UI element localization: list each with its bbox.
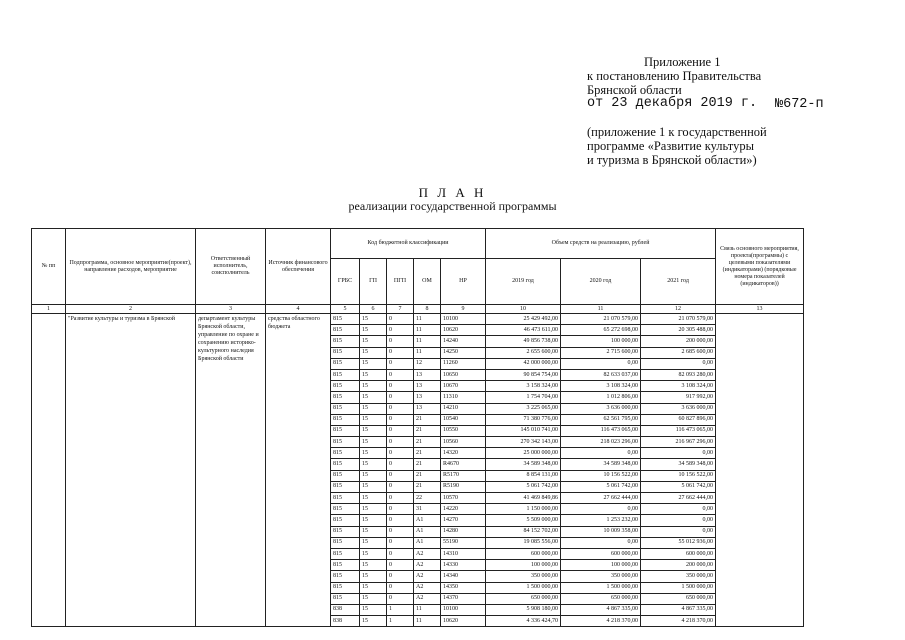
col-header-gp: ГП xyxy=(360,259,387,305)
amount-2021-cell: 0,00 xyxy=(641,526,716,537)
column-number: 7 xyxy=(387,305,414,314)
pgp-cell: 0 xyxy=(387,314,414,325)
pgp-cell: 0 xyxy=(387,515,414,526)
gp-cell: 15 xyxy=(360,515,387,526)
amount-2021-cell: 10 156 522,00 xyxy=(641,470,716,481)
nr-cell: 10620 xyxy=(441,325,486,336)
gp-cell: 15 xyxy=(360,537,387,548)
om-cell: 21 xyxy=(414,481,441,492)
amount-2019-cell: 2 655 600,00 xyxy=(486,347,561,358)
amount-2020-cell: 650 000,00 xyxy=(561,593,641,604)
nr-cell: 10620 xyxy=(441,616,486,627)
om-cell: 11 xyxy=(414,347,441,358)
gp-cell: 15 xyxy=(360,571,387,582)
grbs-cell: 815 xyxy=(331,448,360,459)
amount-2020-cell: 350 000,00 xyxy=(561,571,641,582)
om-cell: 21 xyxy=(414,470,441,481)
amount-2021-cell: 216 967 296,00 xyxy=(641,437,716,448)
col-header-source: Источник финансового обеспечения xyxy=(266,229,331,305)
pgp-cell: 0 xyxy=(387,358,414,369)
grbs-cell: 838 xyxy=(331,616,360,627)
om-cell: 11 xyxy=(414,314,441,325)
amount-2021-cell: 60 827 896,00 xyxy=(641,414,716,425)
pgp-cell: 0 xyxy=(387,403,414,414)
gp-cell: 15 xyxy=(360,493,387,504)
grbs-cell: 815 xyxy=(331,515,360,526)
grbs-cell: 815 xyxy=(331,504,360,515)
nr-cell: 10550 xyxy=(441,425,486,436)
link-cell xyxy=(716,314,804,627)
amount-2020-cell: 10 009 358,00 xyxy=(561,526,641,537)
grbs-cell: 815 xyxy=(331,414,360,425)
amount-2020-cell: 2 715 600,00 xyxy=(561,347,641,358)
amount-2021-cell: 4 218 370,00 xyxy=(641,616,716,627)
amount-2021-cell: 3 108 324,00 xyxy=(641,381,716,392)
column-number: 5 xyxy=(331,305,360,314)
amount-2021-cell: 917 992,00 xyxy=(641,392,716,403)
gp-cell: 15 xyxy=(360,604,387,615)
gp-cell: 15 xyxy=(360,481,387,492)
page-subtitle: реализации государственной программы xyxy=(348,199,557,213)
om-cell: 13 xyxy=(414,392,441,403)
amount-2020-cell: 0,00 xyxy=(561,448,641,459)
pgp-cell: 0 xyxy=(387,504,414,515)
column-number: 12 xyxy=(641,305,716,314)
nr-cell: 14310 xyxy=(441,548,486,559)
amount-2019-cell: 600 000,00 xyxy=(486,548,561,559)
nr-cell: R4670 xyxy=(441,459,486,470)
gp-cell: 15 xyxy=(360,470,387,481)
nr-cell: 14330 xyxy=(441,560,486,571)
om-cell: 11 xyxy=(414,604,441,615)
amount-2019-cell: 19 085 556,00 xyxy=(486,537,561,548)
amount-2021-cell: 350 000,00 xyxy=(641,571,716,582)
amount-2019-cell: 350 000,00 xyxy=(486,571,561,582)
gp-cell: 15 xyxy=(360,414,387,425)
pgp-cell: 0 xyxy=(387,392,414,403)
nr-cell: 10100 xyxy=(441,604,486,615)
amount-2019-cell: 8 854 131,00 xyxy=(486,470,561,481)
amount-2019-cell: 46 473 611,00 xyxy=(486,325,561,336)
nr-cell: 14210 xyxy=(441,403,486,414)
grbs-cell: 815 xyxy=(331,325,360,336)
amount-2019-cell: 90 854 754,00 xyxy=(486,369,561,380)
om-cell: 21 xyxy=(414,448,441,459)
grbs-cell: 815 xyxy=(331,437,360,448)
amount-2019-cell: 145 010 741,00 xyxy=(486,425,561,436)
sub-header xyxy=(587,125,767,167)
program-cell: "Развитие культуры и туризма в Брянской xyxy=(66,314,196,627)
nr-cell: 14270 xyxy=(441,515,486,526)
amount-2021-cell: 0,00 xyxy=(641,448,716,459)
amount-2021-cell: 20 305 488,00 xyxy=(641,325,716,336)
pgp-cell: 0 xyxy=(387,560,414,571)
amount-2019-cell: 42 000 000,00 xyxy=(486,358,561,369)
appendix-line: Брянской области xyxy=(587,83,682,97)
nr-cell: 14340 xyxy=(441,571,486,582)
pgp-cell: 0 xyxy=(387,548,414,559)
nr-cell: 10570 xyxy=(441,493,486,504)
amount-2020-cell: 21 070 579,00 xyxy=(561,314,641,325)
pgp-cell: 0 xyxy=(387,470,414,481)
pgp-cell: 0 xyxy=(387,347,414,358)
amount-2021-cell: 21 070 579,00 xyxy=(641,314,716,325)
table-row xyxy=(32,314,804,325)
amount-2020-cell: 82 633 037,00 xyxy=(561,369,641,380)
amount-2021-cell: 4 867 335,00 xyxy=(641,604,716,615)
amount-2019-cell: 34 589 348,00 xyxy=(486,459,561,470)
pgp-cell: 0 xyxy=(387,425,414,436)
column-number: 10 xyxy=(486,305,561,314)
nr-cell: 14350 xyxy=(441,582,486,593)
grbs-cell: 815 xyxy=(331,571,360,582)
amount-2019-cell: 25 429 492,00 xyxy=(486,314,561,325)
amount-2021-cell: 55 012 936,00 xyxy=(641,537,716,548)
amount-2020-cell: 0,00 xyxy=(561,537,641,548)
amount-2019-cell: 270 342 143,00 xyxy=(486,437,561,448)
pgp-cell: 0 xyxy=(387,526,414,537)
pgp-cell: 0 xyxy=(387,537,414,548)
nr-cell: 10560 xyxy=(441,437,486,448)
amount-2019-cell: 3 225 065,00 xyxy=(486,403,561,414)
gp-cell: 15 xyxy=(360,314,387,325)
pgp-cell: 1 xyxy=(387,616,414,627)
amount-2019-cell: 71 380 776,00 xyxy=(486,414,561,425)
om-cell: 11 xyxy=(414,336,441,347)
sub-line: (приложение 1 к государственной xyxy=(587,125,767,139)
om-cell: 21 xyxy=(414,437,441,448)
amount-2021-cell: 650 000,00 xyxy=(641,593,716,604)
nr-cell: 14370 xyxy=(441,593,486,604)
gp-cell: 15 xyxy=(360,548,387,559)
column-number: 9 xyxy=(441,305,486,314)
amount-2021-cell: 82 093 280,00 xyxy=(641,369,716,380)
amount-2019-cell: 84 152 702,00 xyxy=(486,526,561,537)
nr-cell: R5190 xyxy=(441,481,486,492)
grbs-cell: 815 xyxy=(331,548,360,559)
column-number: 1 xyxy=(32,305,66,314)
om-cell: 13 xyxy=(414,369,441,380)
nr-cell: R5170 xyxy=(441,470,486,481)
gp-cell: 15 xyxy=(360,459,387,470)
grbs-cell: 815 xyxy=(331,392,360,403)
pgp-cell: 0 xyxy=(387,448,414,459)
col-header-volume: Объем средств на реализацию, рублей xyxy=(486,229,716,259)
sub-line: программе «Развитие культуры xyxy=(587,139,754,153)
om-cell: 13 xyxy=(414,381,441,392)
amount-2020-cell: 34 589 348,00 xyxy=(561,459,641,470)
amount-2019-cell: 49 856 738,00 xyxy=(486,336,561,347)
column-number: 6 xyxy=(360,305,387,314)
pgp-cell: 0 xyxy=(387,571,414,582)
grbs-cell: 815 xyxy=(331,493,360,504)
appendix-title: Приложение 1 xyxy=(644,55,721,69)
nr-cell: 10670 xyxy=(441,381,486,392)
pgp-cell: 0 xyxy=(387,493,414,504)
grbs-cell: 815 xyxy=(331,560,360,571)
gp-cell: 15 xyxy=(360,560,387,571)
grbs-cell: 815 xyxy=(331,459,360,470)
grbs-cell: 838 xyxy=(331,604,360,615)
column-number: 3 xyxy=(196,305,266,314)
executor-cell: департамент культуры Брянской области, управление по охране и сохранению историко-культурного наследия Брянской области xyxy=(196,314,266,627)
amount-2020-cell: 1 012 806,00 xyxy=(561,392,641,403)
pgp-cell: 0 xyxy=(387,582,414,593)
decree-number: №672-п xyxy=(775,97,824,112)
om-cell: 13 xyxy=(414,403,441,414)
grbs-cell: 815 xyxy=(331,470,360,481)
gp-cell: 15 xyxy=(360,582,387,593)
grbs-cell: 815 xyxy=(331,347,360,358)
grbs-cell: 815 xyxy=(331,336,360,347)
plan-table xyxy=(31,228,804,627)
amount-2019-cell: 25 000 000,00 xyxy=(486,448,561,459)
amount-2019-cell: 650 000,00 xyxy=(486,593,561,604)
amount-2020-cell: 3 108 324,00 xyxy=(561,381,641,392)
sub-line: и туризма в Брянской области») xyxy=(587,153,757,167)
col-header-program: Подпрограмма, основное мероприятие(проект), направление расходов, мероприятие xyxy=(66,229,196,305)
amount-2020-cell: 600 000,00 xyxy=(561,548,641,559)
nr-cell: 10540 xyxy=(441,414,486,425)
amount-2020-cell: 3 636 000,00 xyxy=(561,403,641,414)
amount-2020-cell: 116 473 065,00 xyxy=(561,425,641,436)
om-cell: 21 xyxy=(414,414,441,425)
gp-cell: 15 xyxy=(360,369,387,380)
amount-2019-cell: 3 158 324,00 xyxy=(486,381,561,392)
amount-2021-cell: 3 636 000,00 xyxy=(641,403,716,414)
gp-cell: 15 xyxy=(360,526,387,537)
gp-cell: 15 xyxy=(360,347,387,358)
column-number: 4 xyxy=(266,305,331,314)
col-header-no: № пп xyxy=(32,229,66,305)
pgp-cell: 0 xyxy=(387,381,414,392)
amount-2019-cell: 1 754 704,00 xyxy=(486,392,561,403)
amount-2021-cell: 27 662 444,00 xyxy=(641,493,716,504)
nr-cell: 14220 xyxy=(441,504,486,515)
grbs-cell: 815 xyxy=(331,537,360,548)
col-header-2020: 2020 год xyxy=(561,259,641,305)
grbs-cell: 815 xyxy=(331,481,360,492)
pgp-cell: 1 xyxy=(387,604,414,615)
gp-cell: 15 xyxy=(360,392,387,403)
om-cell: 22 xyxy=(414,493,441,504)
pgp-cell: 0 xyxy=(387,459,414,470)
gp-cell: 15 xyxy=(360,593,387,604)
amount-2019-cell: 5 509 000,00 xyxy=(486,515,561,526)
gp-cell: 15 xyxy=(360,425,387,436)
om-cell: A2 xyxy=(414,548,441,559)
page-title: П Л А Н xyxy=(418,185,487,200)
col-header-2021: 2021 год xyxy=(641,259,716,305)
amount-2021-cell: 200 000,00 xyxy=(641,336,716,347)
amount-2020-cell: 27 662 444,00 xyxy=(561,493,641,504)
amount-2019-cell: 1 150 000,00 xyxy=(486,504,561,515)
amount-2021-cell: 600 000,00 xyxy=(641,548,716,559)
amount-2020-cell: 62 561 795,00 xyxy=(561,414,641,425)
gp-cell: 15 xyxy=(360,358,387,369)
pgp-cell: 0 xyxy=(387,336,414,347)
om-cell: 21 xyxy=(414,425,441,436)
nr-cell: 14240 xyxy=(441,336,486,347)
amount-2020-cell: 1 253 232,00 xyxy=(561,515,641,526)
nr-cell: 10100 xyxy=(441,314,486,325)
col-header-link: Связь основного мероприятия, проекта(программы) с целевыми показателями (индикаторами) (порядковые номера показателей (индикаторов)) xyxy=(716,229,804,305)
pgp-cell: 0 xyxy=(387,481,414,492)
amount-2019-cell: 5 061 742,00 xyxy=(486,481,561,492)
grbs-cell: 815 xyxy=(331,381,360,392)
header-block xyxy=(587,55,761,111)
amount-2019-cell: 1 500 000,00 xyxy=(486,582,561,593)
nr-cell: 55190 xyxy=(441,537,486,548)
amount-2021-cell: 34 589 348,00 xyxy=(641,459,716,470)
nr-cell: 14250 xyxy=(441,347,486,358)
amount-2020-cell: 5 061 742,00 xyxy=(561,481,641,492)
grbs-cell: 815 xyxy=(331,358,360,369)
amount-2021-cell: 2 685 600,00 xyxy=(641,347,716,358)
amount-2021-cell: 200 000,00 xyxy=(641,560,716,571)
nr-cell: 14320 xyxy=(441,448,486,459)
col-header-code: Код бюджетной классификации xyxy=(331,229,486,259)
gp-cell: 15 xyxy=(360,616,387,627)
amount-2019-cell: 5 908 180,00 xyxy=(486,604,561,615)
om-cell: 31 xyxy=(414,504,441,515)
col-header-pgp: ПГП xyxy=(387,259,414,305)
gp-cell: 15 xyxy=(360,448,387,459)
amount-2021-cell: 5 061 742,00 xyxy=(641,481,716,492)
column-number-row xyxy=(32,305,804,314)
pgp-cell: 0 xyxy=(387,437,414,448)
om-cell: 21 xyxy=(414,459,441,470)
amount-2020-cell: 4 218 370,00 xyxy=(561,616,641,627)
om-cell: 11 xyxy=(414,325,441,336)
om-cell: A1 xyxy=(414,526,441,537)
pgp-cell: 0 xyxy=(387,414,414,425)
amount-2020-cell: 100 000,00 xyxy=(561,336,641,347)
pgp-cell: 0 xyxy=(387,593,414,604)
om-cell: 11 xyxy=(414,616,441,627)
pgp-cell: 0 xyxy=(387,325,414,336)
column-number: 13 xyxy=(716,305,804,314)
gp-cell: 15 xyxy=(360,437,387,448)
om-cell: A2 xyxy=(414,571,441,582)
amount-2020-cell: 4 867 335,00 xyxy=(561,604,641,615)
grbs-cell: 815 xyxy=(331,403,360,414)
amount-2020-cell: 10 156 522,00 xyxy=(561,470,641,481)
column-number: 8 xyxy=(414,305,441,314)
col-header-om: ОМ xyxy=(414,259,441,305)
gp-cell: 15 xyxy=(360,325,387,336)
column-number: 11 xyxy=(561,305,641,314)
col-header-executor: Ответственный исполнитель, соисполнитель xyxy=(196,229,266,305)
amount-2020-cell: 0,00 xyxy=(561,358,641,369)
nr-cell: 10650 xyxy=(441,369,486,380)
amount-2021-cell: 0,00 xyxy=(641,358,716,369)
source-cell: средства областного бюджета xyxy=(266,314,331,627)
grbs-cell: 815 xyxy=(331,526,360,537)
om-cell: A1 xyxy=(414,515,441,526)
decree-date: от 23 декабря 2019 г. xyxy=(587,96,758,111)
amount-2020-cell: 65 272 698,00 xyxy=(561,325,641,336)
amount-2021-cell: 0,00 xyxy=(641,515,716,526)
col-header-2019: 2019 год xyxy=(486,259,561,305)
amount-2021-cell: 116 473 065,00 xyxy=(641,425,716,436)
grbs-cell: 815 xyxy=(331,425,360,436)
nr-cell: 11310 xyxy=(441,392,486,403)
om-cell: A2 xyxy=(414,560,441,571)
amount-2019-cell: 41 469 849,86 xyxy=(486,493,561,504)
nr-cell: 14280 xyxy=(441,526,486,537)
appendix-line: к постановлению Правительства xyxy=(587,69,762,83)
om-cell: 12 xyxy=(414,358,441,369)
gp-cell: 15 xyxy=(360,381,387,392)
amount-2020-cell: 100 000,00 xyxy=(561,560,641,571)
grbs-cell: 815 xyxy=(331,369,360,380)
om-cell: A2 xyxy=(414,582,441,593)
amount-2020-cell: 0,00 xyxy=(561,504,641,515)
grbs-cell: 815 xyxy=(331,314,360,325)
nr-cell: 11260 xyxy=(441,358,486,369)
grbs-cell: 815 xyxy=(331,582,360,593)
om-cell: A2 xyxy=(414,593,441,604)
amount-2021-cell: 0,00 xyxy=(641,504,716,515)
row-number-cell xyxy=(32,314,66,627)
grbs-cell: 815 xyxy=(331,593,360,604)
gp-cell: 15 xyxy=(360,336,387,347)
amount-2020-cell: 1 500 000,00 xyxy=(561,582,641,593)
amount-2021-cell: 1 500 000,00 xyxy=(641,582,716,593)
amount-2019-cell: 100 000,00 xyxy=(486,560,561,571)
col-header-nr: НР xyxy=(441,259,486,305)
gp-cell: 15 xyxy=(360,504,387,515)
amount-2020-cell: 218 023 296,00 xyxy=(561,437,641,448)
column-number: 2 xyxy=(66,305,196,314)
gp-cell: 15 xyxy=(360,403,387,414)
amount-2019-cell: 4 336 424,70 xyxy=(486,616,561,627)
pgp-cell: 0 xyxy=(387,369,414,380)
om-cell: A1 xyxy=(414,537,441,548)
col-header-grbs: ГРБС xyxy=(331,259,360,305)
